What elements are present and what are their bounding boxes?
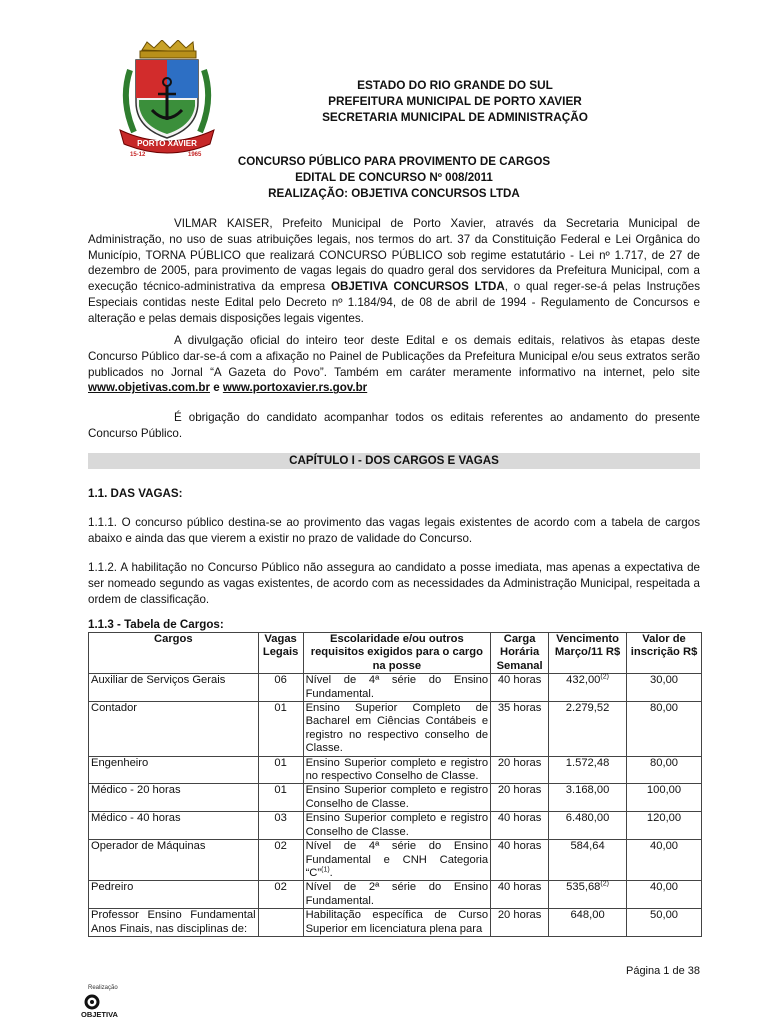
cell-carga: 20 horas [491, 756, 549, 784]
chapter-heading: CAPÍTULO I - DOS CARGOS E VAGAS [88, 453, 700, 469]
cell-cargo: Operador de Máquinas [89, 840, 259, 881]
cell-vencimento [549, 674, 627, 702]
cell-valor: 50,00 [627, 909, 702, 937]
cell-valor: 40,00 [627, 840, 702, 881]
intro-p2-and: e [209, 381, 223, 395]
cell-valor: 80,00 [627, 702, 702, 757]
link-objetivas[interactable]: www.objetivas.com.br [88, 381, 210, 395]
intro-paragraph-3 [88, 410, 700, 442]
cell-escolaridade: Nível de 2ª série do Ensino Fundamental. [303, 881, 491, 909]
cell-vencimento: 2.279,52 [549, 702, 627, 757]
intro-paragraph-2 [88, 333, 700, 396]
cell-carga: 40 horas [491, 812, 549, 840]
table-row [89, 756, 702, 784]
cell-vencimento: 584,64 [549, 840, 627, 881]
cell-valor: 40,00 [627, 881, 702, 909]
page-number: Página 1 de 38 [625, 965, 700, 977]
cell-carga: 40 horas [491, 840, 549, 881]
table-row [89, 702, 702, 757]
cell-vencimento: 6.480,00 [549, 812, 627, 840]
header-cargos: Cargos [89, 633, 259, 674]
cell-valor: 80,00 [627, 756, 702, 784]
cell-vagas: 06 [258, 674, 303, 702]
paragraph-1-1-2: 1.1.2. A habilitação no Concurso Público não assegura ao candidato a posse imediata, mas apenas a expectativa de ser nomeado segundo as vagas existentes, de acordo com as necessidades da Administração Municipal, respeitada a ordem de classificação. [88, 561, 700, 606]
cell-carga: 35 horas [491, 702, 549, 757]
venc-value: 432,00 [566, 674, 601, 687]
crest-date-left: 15-12 [130, 152, 146, 158]
cell-vencimento [549, 881, 627, 909]
objetiva-logo [80, 993, 130, 1019]
cell-escolaridade: Ensino Superior completo e registro no respectivo Conselho de Classe. [303, 756, 491, 784]
title-realizacao: REALIZAÇÃO: OBJETIVA CONCURSOS LTDA [268, 187, 520, 200]
cell-cargo: Engenheiro [89, 756, 259, 784]
cell-vagas: 01 [258, 784, 303, 812]
table-row [89, 881, 702, 909]
cell-vagas: 02 [258, 840, 303, 881]
table-row [89, 674, 702, 702]
crest-banner-text: PORTO XAVIER [137, 139, 197, 148]
title-concurso: CONCURSO PÚBLICO PARA PROVIMENTO DE CARGOS [237, 155, 551, 168]
esc-text: Nível de 4ª série do Ensino Fundamental e CNH Categoria “C” [305, 840, 489, 879]
cell-cargo: Médico - 40 horas [89, 812, 259, 840]
header-escolaridade: Escolaridade e/ou outros requisitos exigidos para o cargo na posse [303, 633, 491, 674]
cell-valor: 30,00 [627, 674, 702, 702]
footer-realizacao-label: Realização [88, 985, 118, 991]
cell-escolaridade [303, 840, 491, 881]
cell-escolaridade: Habilitação específica de Curso Superior em licenciatura plena para [303, 909, 491, 937]
table-row [89, 840, 702, 881]
venc-note: (2) [600, 673, 609, 681]
intro-p2-start: A divulgação oficial do inteiro teor deste Edital e os demais editais, relativos às etapas deste Concurso Público dar-se-á com a afixação no Painel de Publicações da Prefeitura Municipal e/ou seus extratos serão publicados no Jornal “A Gazeta do Povo”. Também em caráter meramente informativo na internet, pelo site [88, 334, 700, 379]
title-edital: EDITAL DE CONCURSO Nº 008/2011 [295, 171, 493, 184]
table-row [89, 812, 702, 840]
header-prefeitura: PREFEITURA MUNICIPAL DE PORTO XAVIER [328, 94, 582, 108]
table-title: 1.1.3 - Tabela de Cargos: [88, 618, 224, 631]
crest-date-right: 1965 [188, 152, 202, 158]
municipal-crest-logo [112, 40, 222, 158]
cell-cargo: Médico - 20 horas [89, 784, 259, 812]
objetiva-logo-text: OBJETIVA [81, 1010, 118, 1019]
venc-value: 535,68 [566, 881, 601, 894]
cell-cargo: Auxiliar de Serviços Gerais [89, 674, 259, 702]
cell-valor: 100,00 [627, 784, 702, 812]
header-vencimento: Vencimento Março/11 R$ [549, 633, 627, 674]
intro-p3-text: É obrigação do candidato acompanhar todos os editais referentes ao andamento do presente Concurso Público. [88, 411, 700, 440]
section-das-vagas: 1.1. DAS VAGAS: [88, 487, 183, 500]
cell-cargo: Contador [89, 702, 259, 757]
header-valor: Valor de inscrição R$ [627, 633, 702, 674]
venc-note: (2) [600, 880, 609, 888]
header-secretaria: SECRETARIA MUNICIPAL DE ADMINISTRAÇÃO [322, 110, 588, 124]
header-state: ESTADO DO RIO GRANDE DO SUL [357, 78, 553, 92]
link-portoxavier[interactable]: www.portoxavier.rs.gov.br [222, 381, 368, 395]
cell-vagas: 03 [258, 812, 303, 840]
cell-vagas [258, 909, 303, 937]
cell-vagas: 01 [258, 756, 303, 784]
cell-cargo: Pedreiro [89, 881, 259, 909]
cell-vagas: 01 [258, 702, 303, 757]
cell-vencimento: 1.572,48 [549, 756, 627, 784]
paragraph-1-1-1: 1.1.1. O concurso público destina-se ao provimento das vagas legais existentes de acordo com a tabela de cargos abaixo e ainda das que vierem a existir no prazo de validade do Concurso. [88, 516, 700, 545]
cell-carga: 40 horas [491, 674, 549, 702]
table-row [89, 909, 702, 937]
cell-escolaridade: Ensino Superior completo e registro Conselho de Classe. [303, 784, 491, 812]
esc-note: (1) [321, 866, 330, 874]
cell-carga: 20 horas [491, 909, 549, 937]
intro-p1-end: , o qual reger-se-á pelas Instruções Especiais contidas neste Edital pelo Decreto nº 1.184/94, de 08 de abril de 1994 - Regulamento de Concursos e alteração e pelas demais disposições legais vigentes. [88, 280, 700, 325]
esc-tail: . [329, 866, 333, 879]
cell-carga: 40 horas [491, 881, 549, 909]
table-header-row [89, 633, 702, 674]
intro-p1-start: VILMAR KAISER, Prefeito Municipal de Porto Xavier, através da Secretaria Municipal de Administração, no uso de suas atribuições legais, nos termos do art. 37 da Constituição Federal e Lei Orgânica do Município, TORNA PÚBLICO que realizará CONCURSO PÚBLICO sob regime estatutário - Lei nº 1.717, de 27 de dezembro de 2005, para provimento de vagas legais do quadro geral dos servidores da Prefeitura Municipal, com a execução técnico-administrativa da empresa [88, 217, 700, 294]
cell-escolaridade: Nível de 4ª série do Ensino Fundamental. [303, 674, 491, 702]
table-row [89, 784, 702, 812]
cargos-table [88, 632, 702, 937]
intro-paragraph-1 [88, 216, 700, 327]
cell-escolaridade: Ensino Superior completo e registro Conselho de Classe. [303, 812, 491, 840]
cell-valor: 120,00 [627, 812, 702, 840]
cell-carga: 20 horas [491, 784, 549, 812]
header-vagas: Vagas Legais [258, 633, 303, 674]
cell-vencimento: 3.168,00 [549, 784, 627, 812]
cell-vencimento: 648,00 [549, 909, 627, 937]
intro-p1-company: OBJETIVA CONCURSOS LTDA [330, 280, 505, 294]
header-carga: Carga Horária Semanal [491, 633, 549, 674]
cell-cargo: Professor Ensino Fundamental Anos Finais, nas disciplinas de: [89, 909, 259, 937]
cell-escolaridade: Ensino Superior Completo de Bacharel em Ciências Contábeis e registro no respectivo conselho de Classe. [303, 702, 491, 757]
cell-vagas: 02 [258, 881, 303, 909]
